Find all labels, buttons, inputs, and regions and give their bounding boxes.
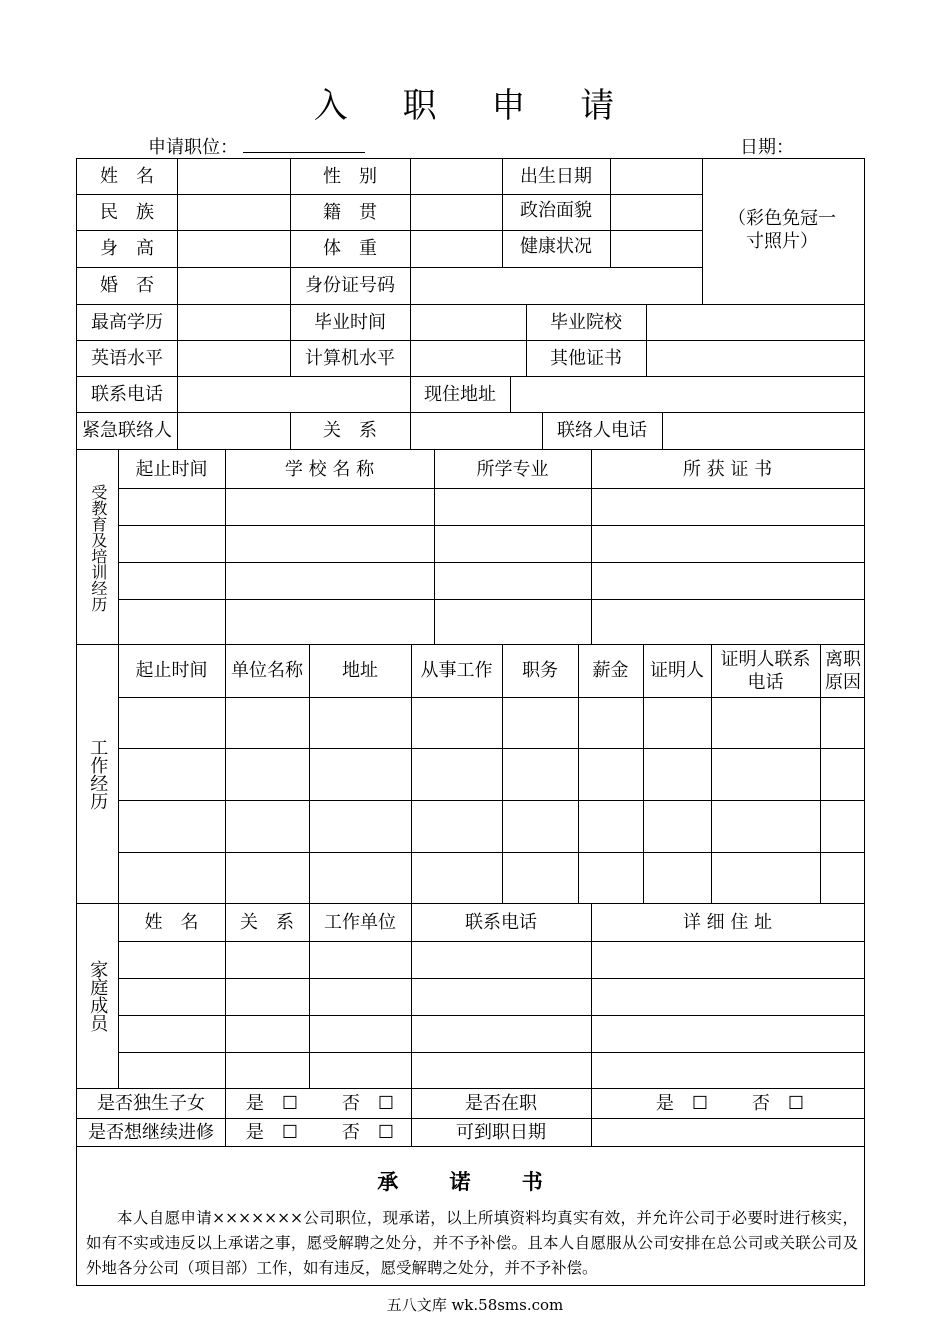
height-label: 身 高	[100, 238, 154, 260]
grid-line	[118, 800, 865, 801]
grid-line	[76, 449, 865, 450]
emergency-phone-label: 联络人电话	[557, 420, 647, 442]
grid-line	[410, 267, 703, 268]
employed-yes-checkbox[interactable]: 是 ☐	[655, 1093, 709, 1115]
edu-col-school: 学 校 名 称	[284, 459, 375, 481]
grid-line	[118, 1052, 865, 1053]
ethnic-label: 民 族	[100, 202, 154, 224]
only-child-no-checkbox[interactable]: 否 ☐	[341, 1093, 395, 1115]
family-col-address: 详 细 住 址	[682, 911, 773, 933]
grid-line	[410, 304, 411, 377]
english-level-label: 英语水平	[91, 348, 163, 370]
work-col-referee-phone: 证明人联系电话	[720, 648, 811, 693]
education-label: 最高学历	[91, 312, 163, 334]
name-label: 姓 名	[100, 166, 154, 188]
grid-line	[820, 644, 821, 904]
edu-col-major: 所学专业	[476, 459, 549, 481]
grid-line	[510, 376, 511, 413]
further-study-no-checkbox[interactable]: 否 ☐	[341, 1121, 395, 1143]
family-col-phone: 联系电话	[465, 911, 537, 933]
edu-col-certificate: 所 获 证 书	[682, 459, 773, 481]
grid-line	[118, 748, 865, 749]
grid-line	[118, 852, 865, 853]
grid-line	[76, 1146, 865, 1147]
grid-line	[864, 158, 865, 1286]
marital-label: 婚 否	[100, 275, 154, 297]
grid-line	[702, 158, 703, 305]
education-section-label: 受教育及培训经历	[88, 484, 108, 612]
grid-line	[76, 340, 865, 341]
family-col-relation: 关 系	[240, 911, 294, 933]
address-label: 现住地址	[424, 384, 496, 406]
family-col-company: 工作单位	[324, 911, 396, 933]
employed-no-checkbox[interactable]: 否 ☐	[751, 1093, 805, 1115]
only-child-yes-checkbox[interactable]: 是 ☐	[245, 1093, 299, 1115]
footer-watermark: 五八文库 wk.58sms.com	[386, 1296, 564, 1314]
further-study-yes-checkbox[interactable]: 是 ☐	[245, 1121, 299, 1143]
grid-line	[410, 158, 411, 305]
graduation-time-label: 毕业时间	[314, 312, 386, 334]
grid-line	[646, 304, 647, 377]
grid-line	[118, 1015, 865, 1016]
graduation-school-label: 毕业院校	[550, 312, 622, 334]
birth-date-label: 出生日期	[520, 166, 592, 188]
grid-line	[118, 697, 865, 698]
political-status-label: 政治面貌	[520, 200, 592, 222]
work-col-salary: 薪金	[592, 660, 629, 682]
gender-label: 性 别	[323, 166, 377, 188]
only-child-label: 是否独生子女	[97, 1093, 205, 1115]
weight-label: 体 重	[323, 238, 377, 260]
work-col-duty: 从事工作	[420, 660, 493, 682]
grid-line	[591, 1088, 592, 1147]
computer-level-label: 计算机水平	[305, 348, 395, 370]
grid-line	[76, 158, 865, 159]
grid-line	[118, 599, 865, 600]
start-date-label: 可到职日期	[456, 1121, 546, 1143]
grid-line	[118, 525, 865, 526]
work-col-position: 职务	[522, 660, 558, 682]
position-label: 申请职位：	[148, 137, 238, 158]
grid-line	[610, 158, 611, 268]
work-col-address: 地址	[342, 660, 378, 682]
employed-label: 是否在职	[465, 1093, 537, 1115]
edu-col-period: 起止时间	[135, 459, 208, 481]
health-label: 健康状况	[520, 236, 592, 258]
native-place-label: 籍 贯	[323, 202, 377, 224]
position-field-underline[interactable]	[243, 152, 365, 153]
work-col-leave-reason: 离职原因	[825, 648, 861, 693]
work-col-company: 单位名称	[231, 660, 303, 682]
family-section-label: 家庭成员	[87, 960, 109, 1032]
work-col-period: 起止时间	[135, 660, 208, 682]
promise-title: 承 诺 书	[377, 1169, 565, 1194]
page-title: 入 职 申 请	[313, 86, 637, 126]
grid-line	[76, 304, 865, 305]
grid-line	[118, 978, 865, 979]
grid-line	[662, 412, 663, 450]
relation-label: 关 系	[323, 420, 377, 442]
grid-line	[118, 488, 865, 489]
other-certificate-label: 其他证书	[550, 348, 622, 370]
work-col-referee: 证明人	[650, 660, 704, 682]
grid-line	[118, 941, 865, 942]
grid-line	[118, 562, 865, 563]
grid-line	[711, 644, 712, 904]
promise-text: 本人自愿申请×××××××公司职位，现承诺，以上所填资料均真实有效，并允许公司于必要时进行核实，如有不实或违反以上承诺之事，愿受解聘之处分，并不予补偿。且本人自愿服从公司安排在总公司或关联公司及外地各分公司（项目部）工作，如有违反，愿受解聘之处分，并不予补偿。	[86, 1209, 858, 1277]
grid-line	[225, 1088, 226, 1147]
date-label: 日期：	[740, 137, 794, 158]
grid-line	[118, 449, 119, 1089]
work-section-label: 工作经历	[87, 738, 109, 810]
photo-placeholder[interactable]: （彩色免冠一寸照片）	[728, 207, 836, 252]
grid-line	[410, 412, 411, 450]
emergency-contact-label: 紧急联络人	[82, 420, 172, 442]
phone-label: 联系电话	[91, 384, 163, 406]
family-col-name: 姓 名	[144, 911, 199, 933]
further-study-label: 是否想继续进修	[88, 1121, 214, 1143]
grid-line	[76, 1285, 865, 1286]
id-number-label: 身份证号码	[305, 275, 395, 297]
